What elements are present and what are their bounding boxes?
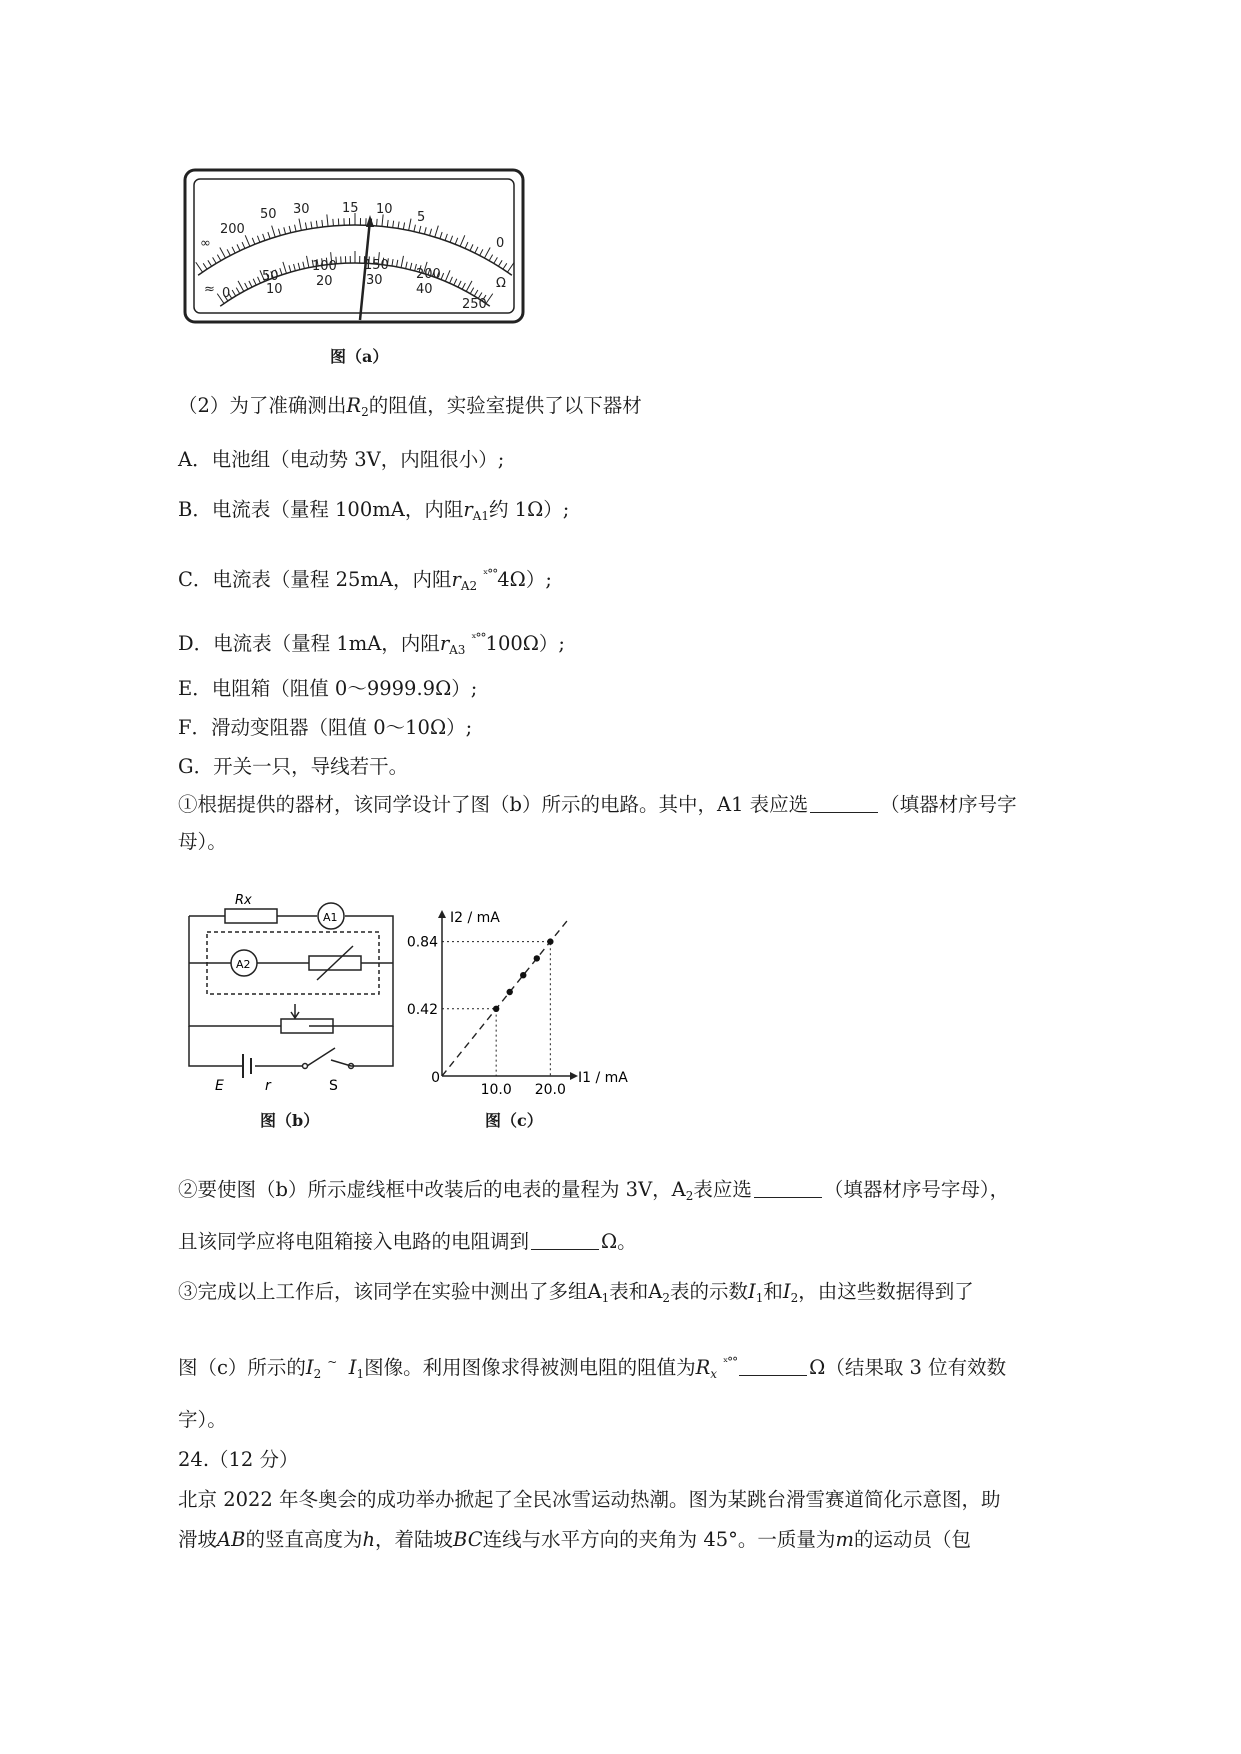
ohm-scale-tick: [220, 248, 226, 259]
ohm-scale-tick: [213, 257, 217, 263]
ohm-scale-tick: [393, 221, 394, 228]
ohm-scale-tick: [272, 226, 276, 237]
ohm-scale-tick: [289, 226, 291, 233]
dc-scale-tick: [401, 256, 403, 268]
dc-scale-tick: [236, 288, 239, 294]
top-scale-label: 0: [496, 236, 505, 251]
dc-scale-tick: [441, 273, 444, 280]
ohm-scale-tick: [440, 232, 442, 239]
ohm-scale-tick: [503, 263, 507, 269]
figure-a-caption: 图（a）: [330, 347, 389, 366]
low-scale-label: 20: [316, 274, 333, 289]
ohm-scale-tick: [278, 229, 280, 236]
top-scale-label: 200: [220, 222, 245, 237]
ac-symbol: ≈: [204, 282, 215, 297]
x-axis-label: I1 / mA: [578, 1070, 628, 1086]
needle-tip: [366, 215, 374, 227]
top-scale-label: 15: [342, 201, 359, 216]
ohm-scale-tick: [494, 257, 498, 263]
ohm-scale-tick: [403, 222, 404, 229]
dc-scale-tick: [392, 259, 393, 266]
ohm-scale-tick: [445, 234, 447, 241]
ohm-scale-tick: [305, 222, 306, 229]
ohm-scale-tick: [484, 248, 490, 259]
ohm-scale-tick: [311, 222, 312, 229]
low-scale-label: 10: [266, 282, 283, 297]
dc-scale-tick: [253, 279, 256, 285]
dial-scale-arcs: [198, 225, 512, 306]
ohm-scale-tick: [489, 255, 492, 261]
answer-blank[interactable]: [754, 1179, 822, 1198]
top-scale-label: 10: [376, 202, 393, 217]
battery-symbol: [243, 1054, 251, 1078]
ohm-scale-tick: [333, 219, 334, 226]
low-scale-label: 30: [366, 273, 383, 288]
x-axis-arrow: [570, 1072, 578, 1080]
ohm-scale-tick: [450, 236, 452, 243]
dc-scale-tick: [280, 268, 282, 275]
label-s: S: [329, 1078, 338, 1094]
resistor-rx: [225, 909, 277, 923]
ohm-scale-tick: [245, 235, 250, 246]
dc-scale-tick: [289, 265, 291, 272]
ohm-scale-tick: [196, 262, 203, 272]
multimeter-dial-figure: [180, 165, 530, 365]
ohm-scale-tick: [316, 221, 317, 228]
ohm-scale-tick: [327, 214, 328, 226]
low-scale-label: 40: [416, 282, 433, 297]
dc-scale-tick: [283, 262, 287, 273]
dc-scale-tick: [458, 281, 461, 287]
step-3-line-2: 图（c）所示的$I_2^\sim$ $I_1$图像。利用图像求得被测电阻的阻值为$R_x^{ˣ^\circ^\circ}$ Ω（结果取 3 位有效数: [178, 1355, 1007, 1381]
dc-scale-tick: [462, 283, 465, 289]
ohm-scale-tick: [455, 238, 458, 245]
dc-scale-tick: [470, 288, 473, 294]
step-3-line-3: 字）。: [178, 1408, 227, 1431]
battery-loop-wire: [189, 1026, 393, 1066]
ohm-scale-tick: [480, 249, 483, 255]
ohm-scale-tick: [268, 232, 270, 239]
option-d: D．电流表（量程 1mA，内阻$r_{A3}^{ˣ^\circ^\circ}100\Omega$）;: [178, 631, 566, 657]
dc-scale-tick: [410, 263, 412, 270]
answer-blank[interactable]: [531, 1231, 599, 1250]
mid-scale-label: 100: [312, 259, 337, 274]
ohm-scale-tick: [460, 235, 465, 246]
ohm-scale-tick: [387, 220, 388, 227]
dc-scale-tick: [303, 262, 305, 269]
option-a: A．电池组（电动势 3V，内阻很小）;: [178, 448, 505, 471]
data-point: [520, 972, 526, 978]
label-rx: Rx: [235, 893, 252, 908]
option-f: F．滑动变阻器（阻值 0～10Ω）;: [178, 716, 473, 739]
mid-scale-label: 50: [262, 269, 279, 284]
label-r: r: [265, 1078, 271, 1094]
data-point: [493, 1006, 499, 1012]
data-point: [507, 989, 513, 995]
ohm-scale-tick: [237, 244, 240, 250]
ohm-scale-tick: [430, 229, 432, 236]
dc-scale-tick: [406, 262, 408, 269]
circuit-top-wire: [189, 916, 393, 968]
ohm-scale-tick: [465, 242, 468, 248]
dc-scale-tick: [486, 294, 493, 304]
ohm-scale-tick: [470, 244, 473, 250]
top-scale-label: 50: [260, 207, 277, 222]
top-scale-label: 5: [417, 210, 426, 225]
ohm-scale-tick: [475, 247, 478, 253]
circuit-diagram-figure: [185, 890, 405, 1100]
x-tick-label: 10.0: [480, 1082, 512, 1098]
dc-scale-tick: [307, 256, 309, 268]
option-b: B．电流表（量程 100mA，内阻$r_{A1}$约 1Ω）;: [178, 498, 570, 523]
question-24-line-1: 北京 2022 年冬奥会的成功举办掀起了全民冰雪运动热潮。图为某跳台滑雪赛道简化示意图，助: [178, 1488, 1001, 1511]
step-1-line-2: 母）。: [178, 830, 227, 853]
mid-scale-label: 150: [364, 258, 389, 273]
question-24-line-2: 滑坡AB的竖直高度为h，着陆坡BC连线与水平方向的夹角为 45°。一质量为m的运动员（包: [178, 1528, 971, 1551]
label-e: E: [215, 1078, 224, 1094]
answer-blank[interactable]: [739, 1357, 807, 1376]
figure-b-caption: 图（b）: [260, 1111, 320, 1130]
option-c: C．电流表（量程 25mA，内阻$r_{A2}^{ˣ^\circ^\circ}4\Omega$）;: [178, 567, 552, 593]
ohm-scale-tick: [322, 220, 323, 227]
dc-scale-tick: [474, 290, 478, 296]
bottom-arc: [220, 263, 490, 306]
dc-scale-tick: [232, 290, 236, 296]
y-tick-label: 0.42: [406, 1001, 438, 1018]
ohm-scale-tick: [242, 242, 245, 248]
answer-blank[interactable]: [810, 794, 878, 813]
mid-scale-label: 200: [416, 267, 441, 282]
ohm-scale-tick: [217, 255, 220, 261]
dc-scale-tick: [258, 277, 261, 283]
mid-scale-label: 250: [462, 297, 487, 312]
switch-lever: [307, 1048, 335, 1066]
ohm-scale-tick: [252, 238, 255, 245]
dc-scale-tick: [238, 281, 244, 292]
top-arc: [198, 225, 512, 275]
infinity-label: ∞: [200, 236, 211, 251]
ohm-scale-tick: [424, 227, 426, 234]
ohm-unit-label: Ω: [496, 276, 506, 291]
option-e: E．电阻箱（阻值 0～9999.9Ω）;: [178, 677, 478, 700]
ohm-scale-tick: [299, 219, 301, 231]
rheostat-slider: [291, 1004, 299, 1018]
dc-scale-tick: [450, 277, 453, 283]
dc-scale-tick: [298, 263, 300, 270]
step-2-line-2: 且该同学应将电阻箱接入电路的电阻调到 Ω。: [178, 1230, 637, 1253]
ohm-scale-tick: [284, 227, 286, 234]
ohm-scale-tick: [498, 260, 502, 266]
switch-contact: [303, 1064, 308, 1069]
step-1-line-1: ①根据提供的器材，该同学设计了图（b）所示的电路。其中，A1 表应选 （填器材序号字: [178, 793, 1017, 816]
question-24-title: 24.（12 分）: [178, 1448, 299, 1471]
variable-arrow: [317, 946, 353, 980]
ohm-scale-tick: [257, 236, 259, 243]
dc-scale-tick: [249, 281, 252, 287]
data-point: [534, 955, 540, 961]
ohm-scale-tick: [398, 222, 399, 229]
y-axis-arrow: [438, 910, 446, 918]
i2-i1-graph: [406, 900, 640, 1100]
dc-scale-tick: [245, 283, 248, 289]
label-a2: A2: [236, 958, 251, 971]
ohm-scale-tick: [419, 226, 421, 233]
top-scale-label: 30: [293, 202, 310, 217]
x-tick-label: 20.0: [534, 1082, 566, 1098]
ohm-scale-tick: [409, 219, 411, 231]
ohm-scale-tick: [232, 247, 235, 253]
dc-scale-tick: [294, 264, 296, 271]
ohm-scale-tick: [295, 225, 297, 232]
option-g: G．开关一只，导线若干。: [178, 755, 409, 778]
figure-c-caption: 图（c）: [485, 1111, 543, 1130]
ohm-scale-tick: [414, 225, 416, 232]
label-a1: A1: [323, 911, 338, 924]
ohm-scale-tick: [203, 263, 207, 269]
origin-label: 0: [431, 1070, 440, 1086]
step-3-line-1: ③完成以上工作后，该同学在实验中测出了多组$A_1$表和$A_2$表的示数$I_1$和$I_2$，由这些数据得到了: [178, 1280, 974, 1305]
mid-scale-label: 0: [222, 286, 231, 301]
dc-scale-tick: [454, 279, 457, 285]
dc-scale-tick: [397, 260, 398, 267]
ohm-scale-tick: [507, 262, 514, 272]
ohm-scale-tick: [263, 234, 265, 241]
dc-scale-tick: [445, 270, 450, 281]
data-point: [547, 938, 553, 944]
ohm-scale-tick: [208, 260, 212, 266]
ohm-scale-tick: [377, 219, 378, 226]
question-2-intro: （2）为了准确测出$R_2$的阻值，实验室提供了以下器材: [178, 394, 642, 419]
y-axis-label: I2 / mA: [450, 910, 500, 926]
ohm-scale-tick: [227, 249, 230, 255]
y-tick-label: 0.84: [406, 934, 438, 951]
ohm-scale-tick: [435, 226, 439, 237]
step-2-line-1: ②要使图（b）所示虚线框中改装后的电表的量程为 3V，$A_2$表应选 （填器材序号字母），: [178, 1178, 1010, 1203]
dc-scale-tick: [466, 281, 472, 292]
